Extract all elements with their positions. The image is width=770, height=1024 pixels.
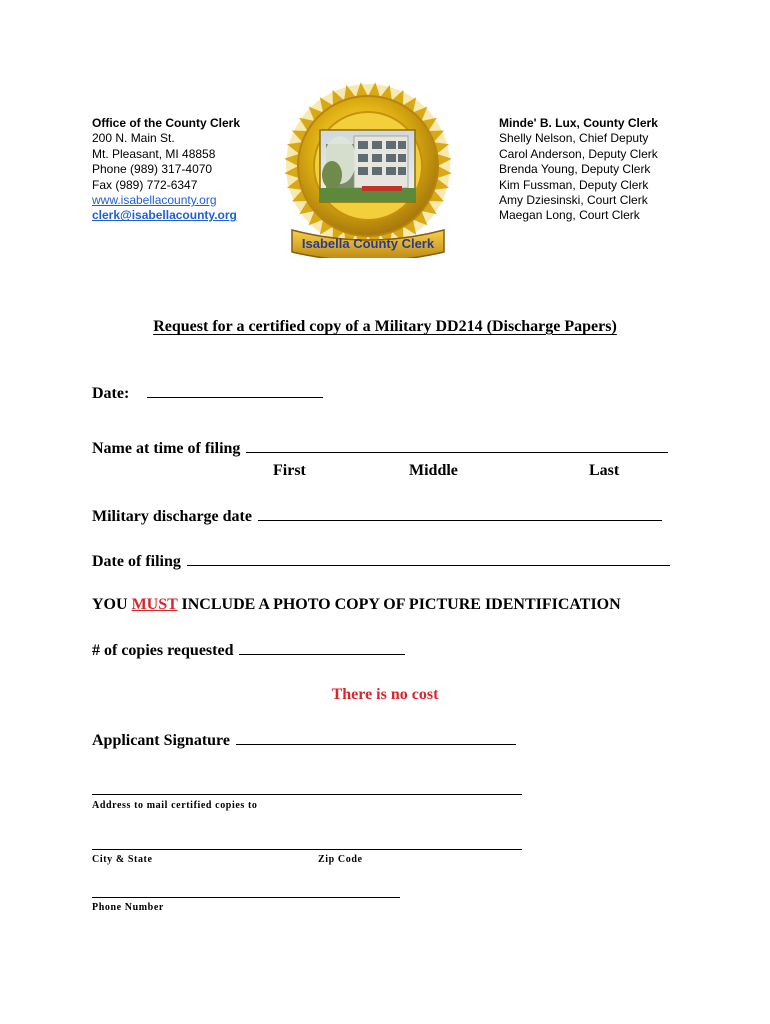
name-first-label: First: [273, 462, 306, 479]
must-emphasis: MUST: [131, 596, 178, 613]
county-clerk-seal: [262, 80, 474, 258]
name-middle-label: Middle: [409, 462, 458, 479]
address-label: Address to mail certified copies to: [92, 800, 258, 811]
name-last-label: Last: [589, 462, 620, 479]
copies-field[interactable]: [239, 641, 405, 655]
copies-row: [92, 641, 405, 660]
staff-member: Carol Anderson, Deputy Clerk: [499, 146, 658, 161]
seal-photo-building: [320, 130, 415, 202]
no-cost-notice: There is no cost: [331, 686, 439, 703]
address-field[interactable]: [92, 794, 522, 795]
staff-member: Brenda Young, Deputy Clerk: [499, 162, 651, 177]
city-zip-field[interactable]: [92, 849, 522, 850]
office-phone: Phone (989) 317-4070: [92, 162, 213, 177]
county-clerk-name: Minde' B. Lux, County Clerk: [499, 116, 658, 130]
office-website-link[interactable]: www.isabellacounty.org: [92, 193, 217, 208]
discharge-date-field[interactable]: [258, 507, 662, 521]
discharge-label: Military discharge date: [92, 508, 252, 525]
office-address-line2: Mt. Pleasant, MI 48858: [92, 146, 216, 161]
date-field[interactable]: [147, 384, 323, 398]
name-row: [92, 439, 668, 458]
filing-date-field[interactable]: [187, 552, 670, 566]
signature-row: [92, 731, 516, 750]
name-field[interactable]: [246, 439, 668, 453]
seal-graphic: [262, 80, 474, 258]
filing-row: [92, 552, 670, 571]
phone-number-label: Phone Number: [92, 902, 164, 913]
copies-label: # of copies requested: [92, 642, 234, 659]
phone-field[interactable]: [92, 897, 400, 898]
signature-label: Applicant Signature: [92, 732, 230, 749]
seal-banner-text: Isabella County Clerk: [301, 236, 435, 251]
office-fax: Fax (989) 772-6347: [92, 177, 198, 192]
office-address-line1: 200 N. Main St.: [92, 131, 175, 146]
date-label: Date:: [92, 385, 130, 402]
date-row: [92, 384, 323, 403]
name-label: Name at time of filing: [92, 440, 241, 457]
office-title: Office of the County Clerk: [92, 116, 241, 130]
form-title: Request for a certified copy of a Military DD214 (Discharge Papers): [153, 318, 617, 335]
staff-member: Shelly Nelson, Chief Deputy: [499, 131, 649, 146]
staff-member: Maegan Long, Court Clerk: [499, 208, 640, 223]
city-state-label: City & State: [92, 854, 153, 865]
staff-member: Amy Dziesinski, Court Clerk: [499, 193, 648, 208]
staff-member: Kim Fussman, Deputy Clerk: [499, 177, 649, 192]
office-contact-block: [92, 116, 240, 224]
office-email-link[interactable]: clerk@isabellacounty.org: [92, 208, 237, 223]
filing-label: Date of filing: [92, 553, 181, 570]
staff-block: [499, 116, 658, 224]
signature-field[interactable]: [236, 731, 516, 745]
photo-id-notice: YOU MUST INCLUDE A PHOTO COPY OF PICTURE IDENTIFICATION: [92, 596, 621, 613]
discharge-row: [92, 507, 662, 526]
zip-code-label: Zip Code: [318, 854, 363, 865]
